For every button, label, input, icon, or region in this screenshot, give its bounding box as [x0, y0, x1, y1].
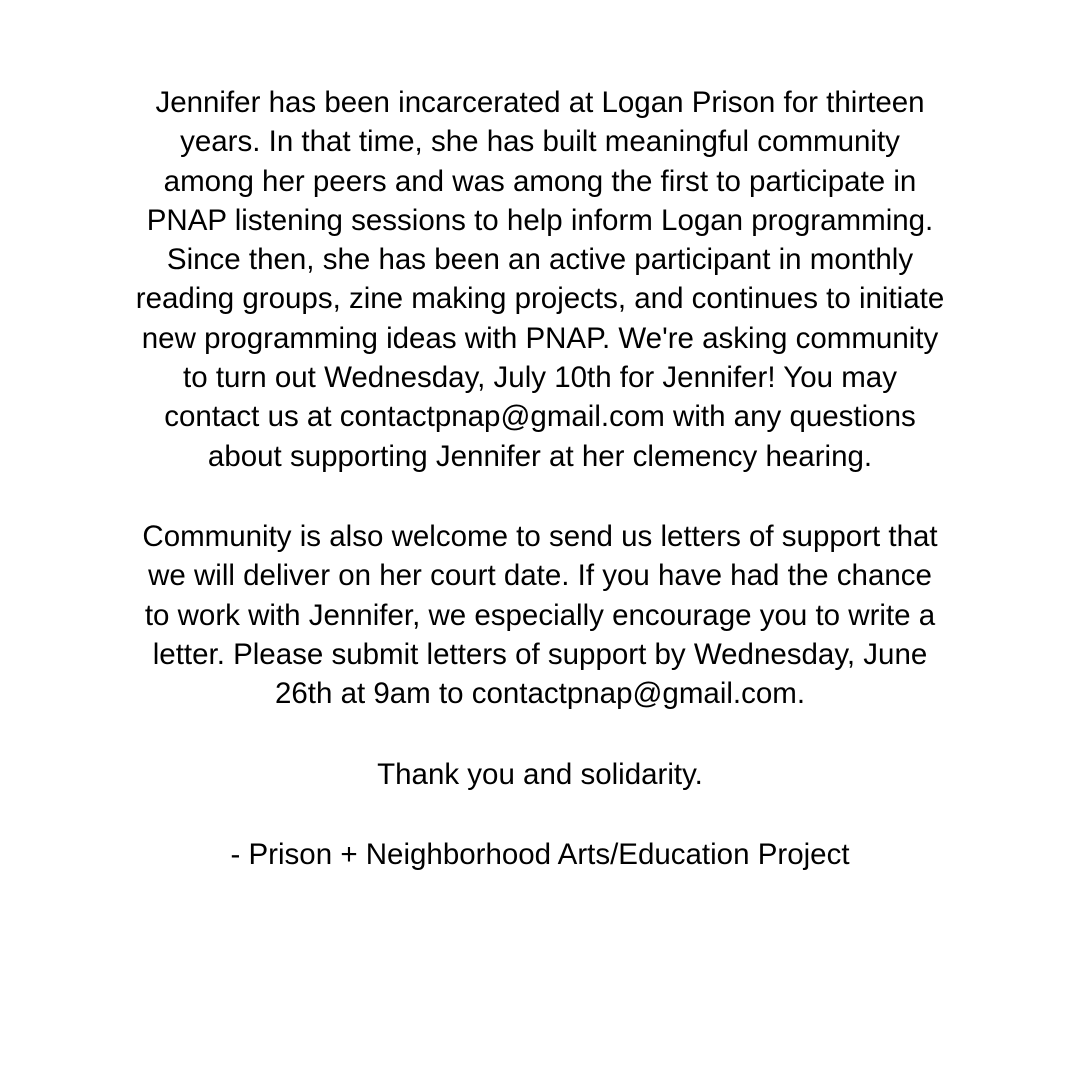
- letters-paragraph: [0, 517, 1080, 713]
- text-line: Since then, she has been an active participant in monthly: [166, 243, 914, 277]
- text-line: new programming ideas with PNAP. We're asking community: [141, 321, 939, 355]
- signature-line: [0, 835, 1080, 874]
- text-line: among her peers and was among the first to participate in: [163, 164, 917, 198]
- text-line: to turn out Wednesday, July 10th for Jennifer! You may: [183, 361, 897, 395]
- text-line: Community is also welcome to send us letters of support that: [142, 520, 938, 553]
- signature-text: - Prison + Neighborhood Arts/Education Project: [230, 838, 850, 871]
- text-line: years. In that time, she has built meaningful community: [180, 125, 900, 159]
- closing-line: [0, 755, 1080, 794]
- intro-paragraph: [0, 83, 1080, 476]
- text-line: we will deliver on her court date. If you have had the chance: [148, 559, 932, 593]
- text-line: Jennifer has been incarcerated at Logan Prison for thirteen: [155, 86, 925, 119]
- text-line: contact us at contactpnap@gmail.com with any questions: [164, 400, 916, 434]
- text-line: to work with Jennifer, we especially encourage you to write a: [144, 598, 936, 632]
- text-line: 26th at 9am to contactpnap@gmail.com.: [274, 677, 806, 711]
- text-line: letter. Please submit letters of support by Wednesday, June: [152, 637, 928, 671]
- text-line: PNAP listening sessions to help inform Logan programming.: [146, 203, 934, 237]
- text-line: reading groups, zine making projects, and continues to initiate: [135, 282, 945, 316]
- text-line: about supporting Jennifer at her clemency hearing.: [207, 439, 873, 473]
- closing-text: Thank you and solidarity.: [377, 758, 703, 791]
